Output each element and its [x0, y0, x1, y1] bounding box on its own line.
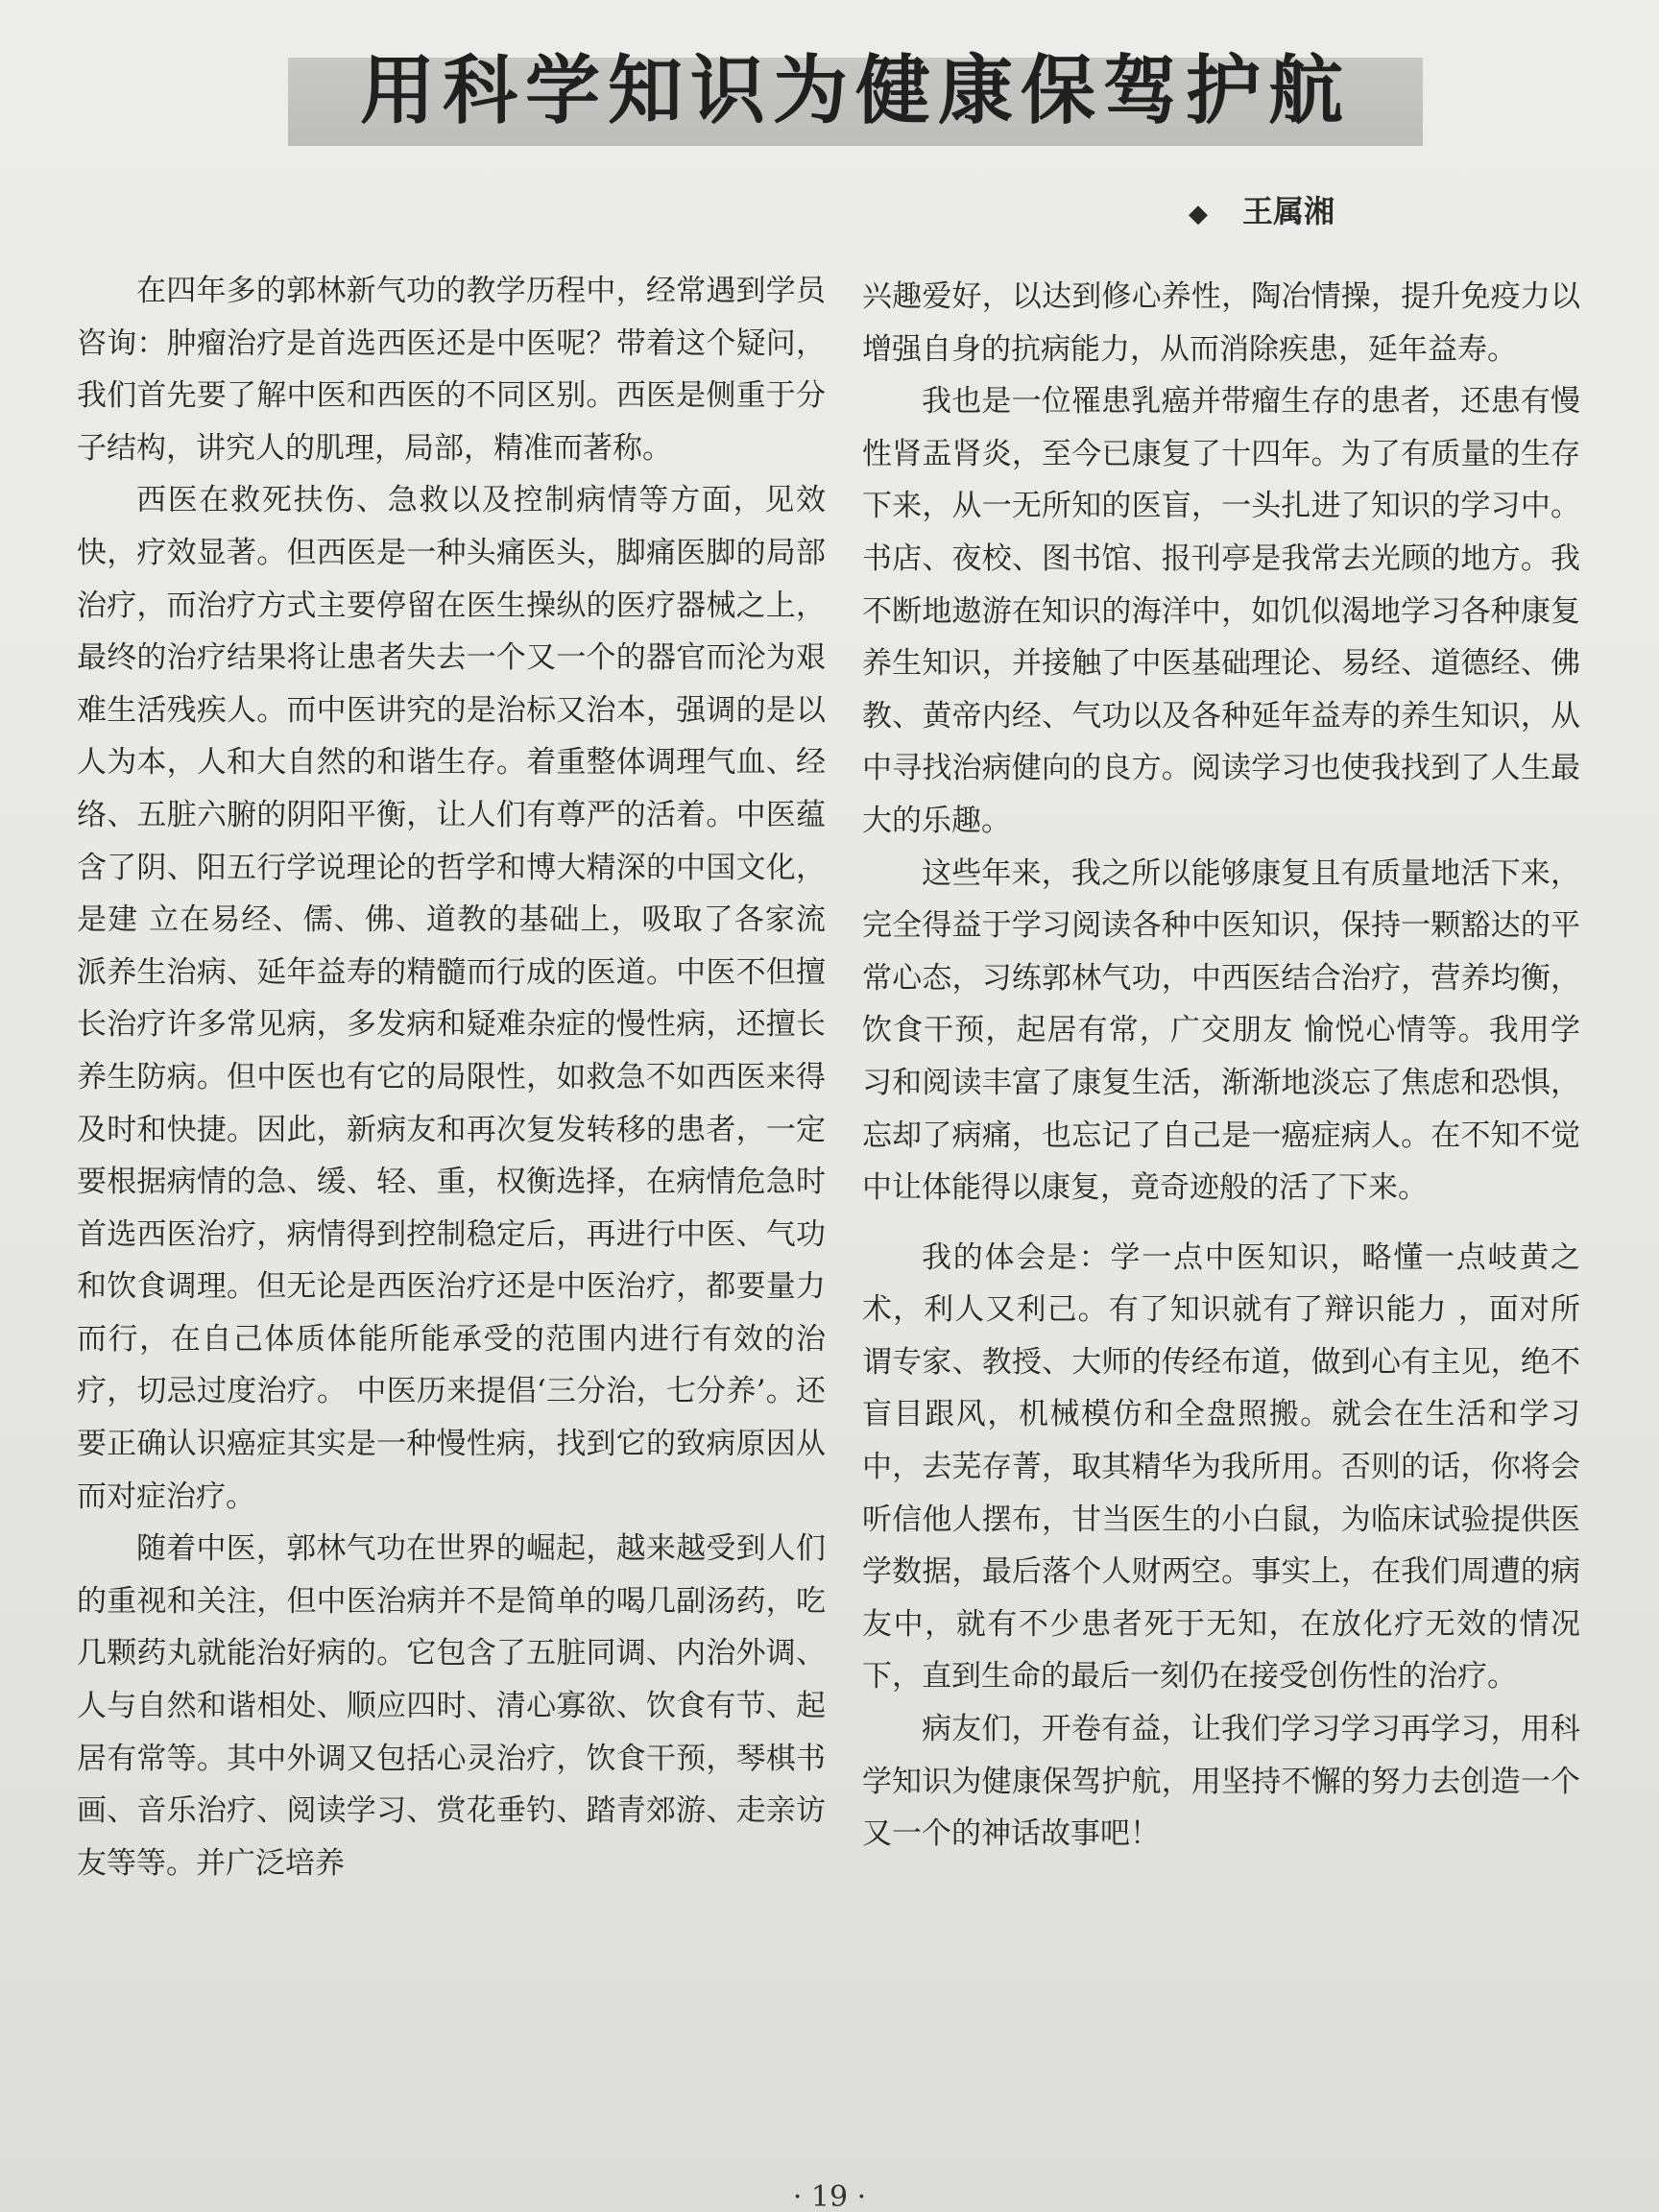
paragraph: 在四年多的郭林新气功的教学历程中，经常遇到学员咨询：肿瘤治疗是首选西医还是中医呢？带着这个疑问，我们首先要了解中医和西医的不同区别。西医是侧重于分子结构，讲究人的肌理，局部，精准而著称。: [77, 274, 826, 466]
diamond-bullet-icon: ◆: [1189, 200, 1208, 228]
author-line: [1189, 190, 1334, 232]
paragraph: 我也是一位罹患乳癌并带瘤生存的患者，还患有慢性肾盂肾炎，至今已康复了十四年。为了有质量的生存下来，从一无所知的医盲，一头扎进了知识的学习中。书店、夜校、图书馆、报刊亭是我常去光顾的地方。我不断地遨游在知识的海洋中，如饥似渴地学习各种康复养生知识，并接触了中医基础理论、易经、道德经、佛教、黄帝内经、气功以及各种延年益寿的养生知识，从中寻找治病健向的良方。阅读学习也使我找到了人生最大的乐趣。: [862, 384, 1580, 838]
paragraph-continued: 兴趣爱好，以达到修心养性，陶冶情操，提升免疫力以增强自身的抗病能力，从而消除疾患，延年益寿。: [862, 279, 1580, 367]
author-name: 王属湘: [1242, 193, 1335, 229]
paragraph: 病友们，开卷有益，让我们学习学习再学习，用科学知识为健康保驾护航，用坚持不懈的努力去创造一个又一个的神话故事吧！: [862, 1712, 1580, 1852]
article-title: 用科学知识为健康保驾护航: [359, 48, 1351, 134]
paragraph: 西医在救死扶伤、急救以及控制病情等方面，见效快，疗效显著。但西医是一种头痛医头，脚痛医脚的局部治疗，而治疗方式主要停留在医生操纵的医疗器械之上，最终的治疗结果将让患者失去一个又一个的器官而沦为艰难生活残疾人。而中医讲究的是治标又治本，强调的是以人为本，人和大自然的和谐生存。着重整体调理气血、经络、五脏六腑的阴阳平衡，让人们有尊严的活着。中医蕴含了阴、阳五行学说理论的哲学和博大精深的中国文化，是建 立在易经、儒、佛、道教的基础上，吸取了各家流派养生治病、延年益寿的精髓而行成的医道。中医不但擅长治疗许多常见病，多发病和疑难杂症的慢性病，还擅长养生防病。但中医也有它的局限性，如救急不如西医来得及时和快捷。因此，新病友和再次复发转移的患者，一定要根据病情的急、缓、轻、重，权衡选择，在病情危急时首选西医治疗，病情得到控制稳定后，再进行中医、气功和饮食调理。但无论是西医治疗还是中医治疗，都要量力而行，在自己体质体能所能承受的范围内进行有效的治疗，切忌过度治疗。 中医历来提倡‘三分治，七分养’。还要正确认识癌症其实是一种慢性病，找到它的致病原因从而对症治疗。: [77, 483, 826, 1514]
left-column: [77, 265, 826, 2147]
paragraph: 随着中医，郭林气功在世界的崛起，越来越受到人们的重视和关注，但中医治病并不是简单的喝几副汤药，吃几颗药丸就能治好病的。它包含了五脏同调、内治外调、人与自然和谐相处、顺应四时、清心寡欲、饮食有节、起居有常等。其中外调又包括心灵治疗，饮食干预，琴棋书画、音乐治疗、阅读学习、赏花垂钓、踏青郊游、走亲访友等等。并广泛培养: [77, 1531, 826, 1881]
paragraph: 我的体会是：学一点中医知识，略懂一点岐黄之术，利人又利己。有了知识就有了辩识能力 ，面对所谓专家、教授、大师的传经布道，做到心有主见，绝不盲目跟风，机械模仿和全盘照搬。就会在生活和学习中，去芜存菁，取其精华为我所用。否则的话，你将会听信他人摆布，甘当医生的小白鼠，为临床试验提供医学数据，最后落个人财两空。事实上，在我们周遭的病友中，就有不少患者死于无知，在放化疗无效的情况下，直到生命的最后一刻仍在接受创伤性的治疗。: [862, 1239, 1580, 1695]
page-number: · 19 ·: [792, 2180, 867, 2212]
paragraph: 这些年来，我之所以能够康复且有质量地活下来，完全得益于学习阅读各种中医知识，保持一颗豁达的平常心态，习练郭林气功，中西医结合治疗，营养均衡，饮食干预，起居有常，广交朋友 愉悦心情等。我用学习和阅读丰富了康复生活，渐渐地淡忘了焦虑和恐惧，忘却了病痛，也忘记了自己是一癌症病人。在不知不觉中让体能得以康复，竟奇迹般的活了下来。: [862, 855, 1580, 1206]
right-column: [862, 271, 1580, 2152]
